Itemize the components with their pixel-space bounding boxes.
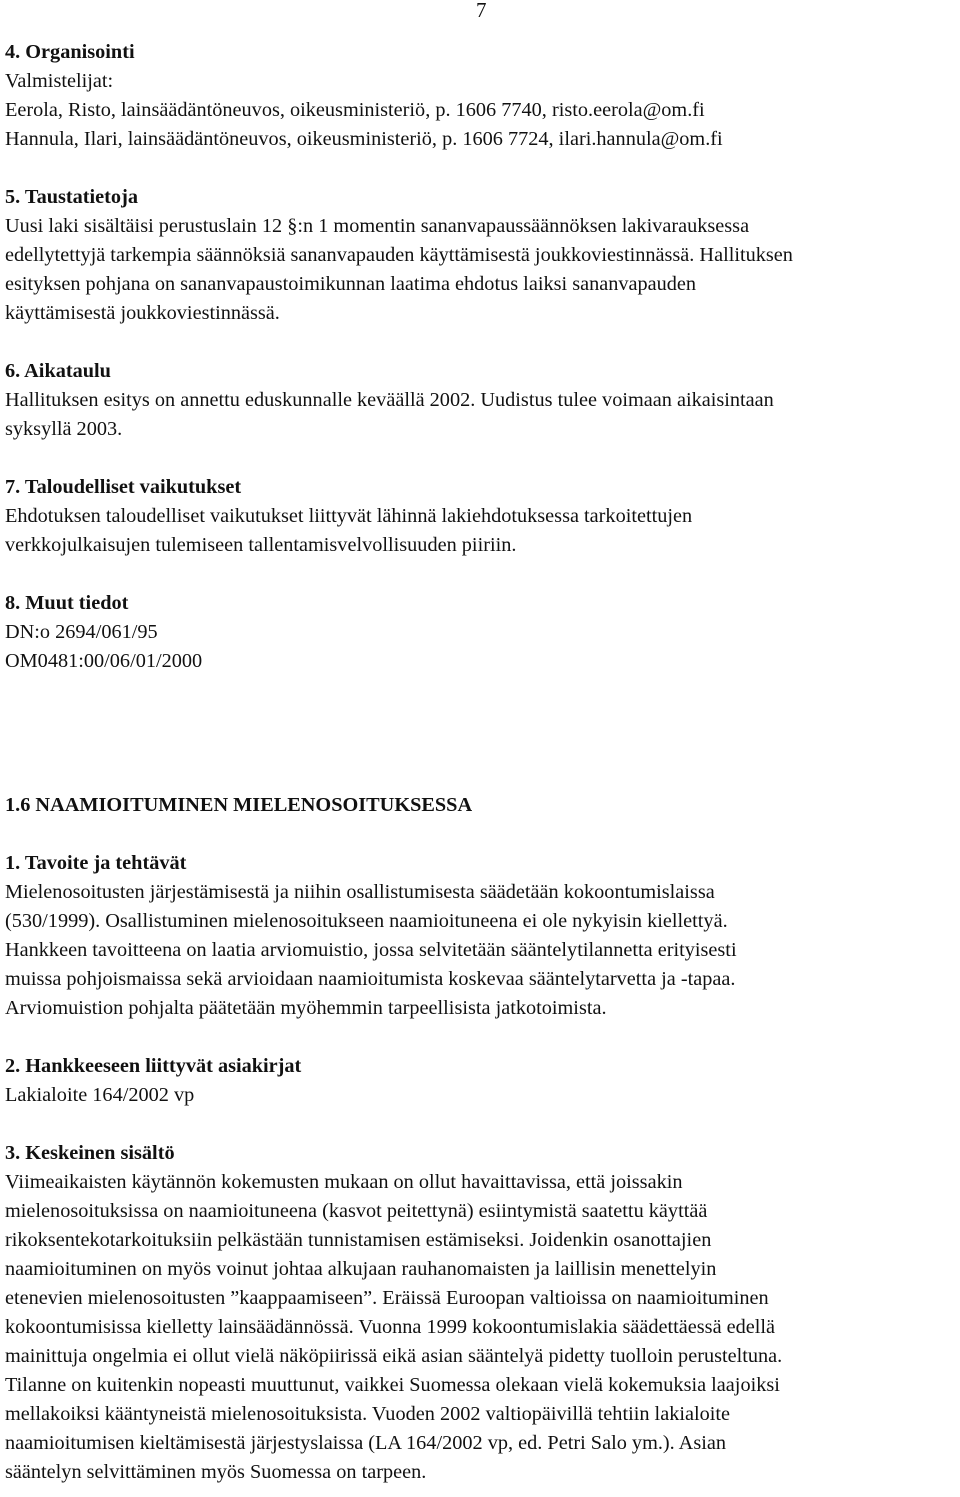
text-line: Eerola, Risto, lainsäädäntöneuvos, oikeusministeriö, p. 1606 7740, risto.eerola@om.fi xyxy=(5,99,705,121)
text-line: naamioitumisen kieltämisestä järjestyslaissa (LA 164/2002 vp, ed. Petri Salo ym.). Asian xyxy=(5,1432,727,1454)
section-muut-tiedot xyxy=(5,589,957,676)
spacer xyxy=(5,676,957,791)
section-taloudelliset-vaikutukset xyxy=(5,473,957,560)
text-line: mellakoiksi kääntyneistä mielenosoituksista. Vuoden 2002 valtiopäivillä tehtiin lakialoite xyxy=(5,1403,731,1425)
section-keskeinen-sisalto xyxy=(5,1139,957,1487)
text-line: Lakialoite 164/2002 vp xyxy=(5,1084,195,1106)
section-heading: 8. Muut tiedot xyxy=(5,592,129,614)
section-heading: 6. Aikataulu xyxy=(5,360,111,382)
document-body xyxy=(5,38,957,1487)
text-line: Tilanne on kuitenkin nopeasti muuttunut, vaikkei Suomessa olekaan vielä kokemuksia laajoiksi xyxy=(5,1374,780,1396)
text-line: Ehdotuksen taloudelliset vaikutukset liittyvät lähinnä lakiehdotuksessa tarkoitettujen xyxy=(5,505,693,527)
text-line: Uusi laki sisältäisi perustuslain 12 §:n 1 momentin sananvapaussäännöksen lakivarauksessa xyxy=(5,215,750,237)
text-line: käyttämisestä joukkoviestinnässä. xyxy=(5,302,280,324)
text-line: Hannula, Ilari, lainsäädäntöneuvos, oikeusministeriö, p. 1606 7724, ilari.hannula@om.fi xyxy=(5,128,723,150)
text-line: rikoksentekotarkoituksiin pelkästään tunnistamisen estämiseksi. Joidenkin osanottajien xyxy=(5,1229,712,1251)
section-heading: 3. Keskeinen sisältö xyxy=(5,1142,175,1164)
text-line: Hallituksen esitys on annettu eduskunnalle keväällä 2002. Uudistus tulee voimaan aikaisintaan xyxy=(5,389,774,411)
section-heading: 5. Taustatietoja xyxy=(5,186,138,208)
section-aikataulu xyxy=(5,357,957,444)
text-line: Mielenosoitusten järjestämisestä ja niihin osallistumisesta säädetään kokoontumislaissa xyxy=(5,881,715,903)
text-line: DN:o 2694/061/95 xyxy=(5,621,158,643)
chapter-title: 1.6 NAAMIOITUMINEN MIELENOSOITUKSESSA xyxy=(5,794,473,816)
text-line: Hankkeen tavoitteena on laatia arviomuistio, jossa selvitetään sääntelytilannetta erityisesti xyxy=(5,939,737,961)
text-line: Valmistelijat: xyxy=(5,70,114,92)
text-line: mielenosoituksissa on naamioituneena (kasvot peitettynä) esiintymistä saatettu käyttää xyxy=(5,1200,708,1222)
text-line: mainittuja ongelmia ei ollut vielä näköpiirissä eikä asian sääntelyä pidetty tuolloin perusteltuna. xyxy=(5,1345,783,1367)
text-line: kokoontumisissa kielletty lainsäädännössä. Vuonna 1999 kokoontumislakia säädettäessä edellä xyxy=(5,1316,776,1338)
text-line: OM0481:00/06/01/2000 xyxy=(5,650,203,672)
section-tavoite xyxy=(5,849,957,1023)
text-line: etenevien mielenosoitusten ”kaappaamiseen”. Eräissä Euroopan valtioissa on naamioituminen xyxy=(5,1287,769,1309)
text-line: syksyllä 2003. xyxy=(5,418,123,440)
section-heading: 4. Organisointi xyxy=(5,41,135,63)
section-heading: 1. Tavoite ja tehtävät xyxy=(5,852,187,874)
text-line: Arviomuistion pohjalta päätetään myöhemmin tarpeellisista jatkotoimista. xyxy=(5,997,607,1019)
text-line: verkkojulkaisujen tulemiseen tallentamisvelvollisuuden piiriin. xyxy=(5,534,517,556)
section-organisointi xyxy=(5,38,957,154)
text-line: muissa pohjoismaissa sekä arvioidaan naamioitumista koskevaa sääntelytarvetta ja -tapaa. xyxy=(5,968,736,990)
text-line: esityksen pohjana on sananvapaustoimikunnan laatima ehdotus laiksi sananvapauden xyxy=(5,273,697,295)
section-heading: 2. Hankkeeseen liittyvät asiakirjat xyxy=(5,1055,302,1077)
text-line: (530/1999). Osallistuminen mielenosoitukseen naamioituneena ei ole nykyisin kiellettyä. xyxy=(5,910,728,932)
text-line: Viimeaikaisten käytännön kokemusten mukaan on ollut havaittavissa, että joissakin xyxy=(5,1171,683,1193)
section-heading: 7. Taloudelliset vaikutukset xyxy=(5,476,242,498)
text-line: naamioituminen on myös voinut johtaa alkujaan rauhanomaisten ja laillisin menettelyin xyxy=(5,1258,717,1280)
text-line: edellytettyjä tarkempia säännöksiä sananvapauden käyttämisestä joukkoviestinnässä. Hallituksen xyxy=(5,244,793,266)
section-asiakirjat xyxy=(5,1052,957,1110)
section-taustatietoja xyxy=(5,183,957,328)
text-line: sääntelyn selvittäminen myös Suomessa on tarpeen. xyxy=(5,1461,427,1483)
page-number: 7 xyxy=(476,0,487,22)
